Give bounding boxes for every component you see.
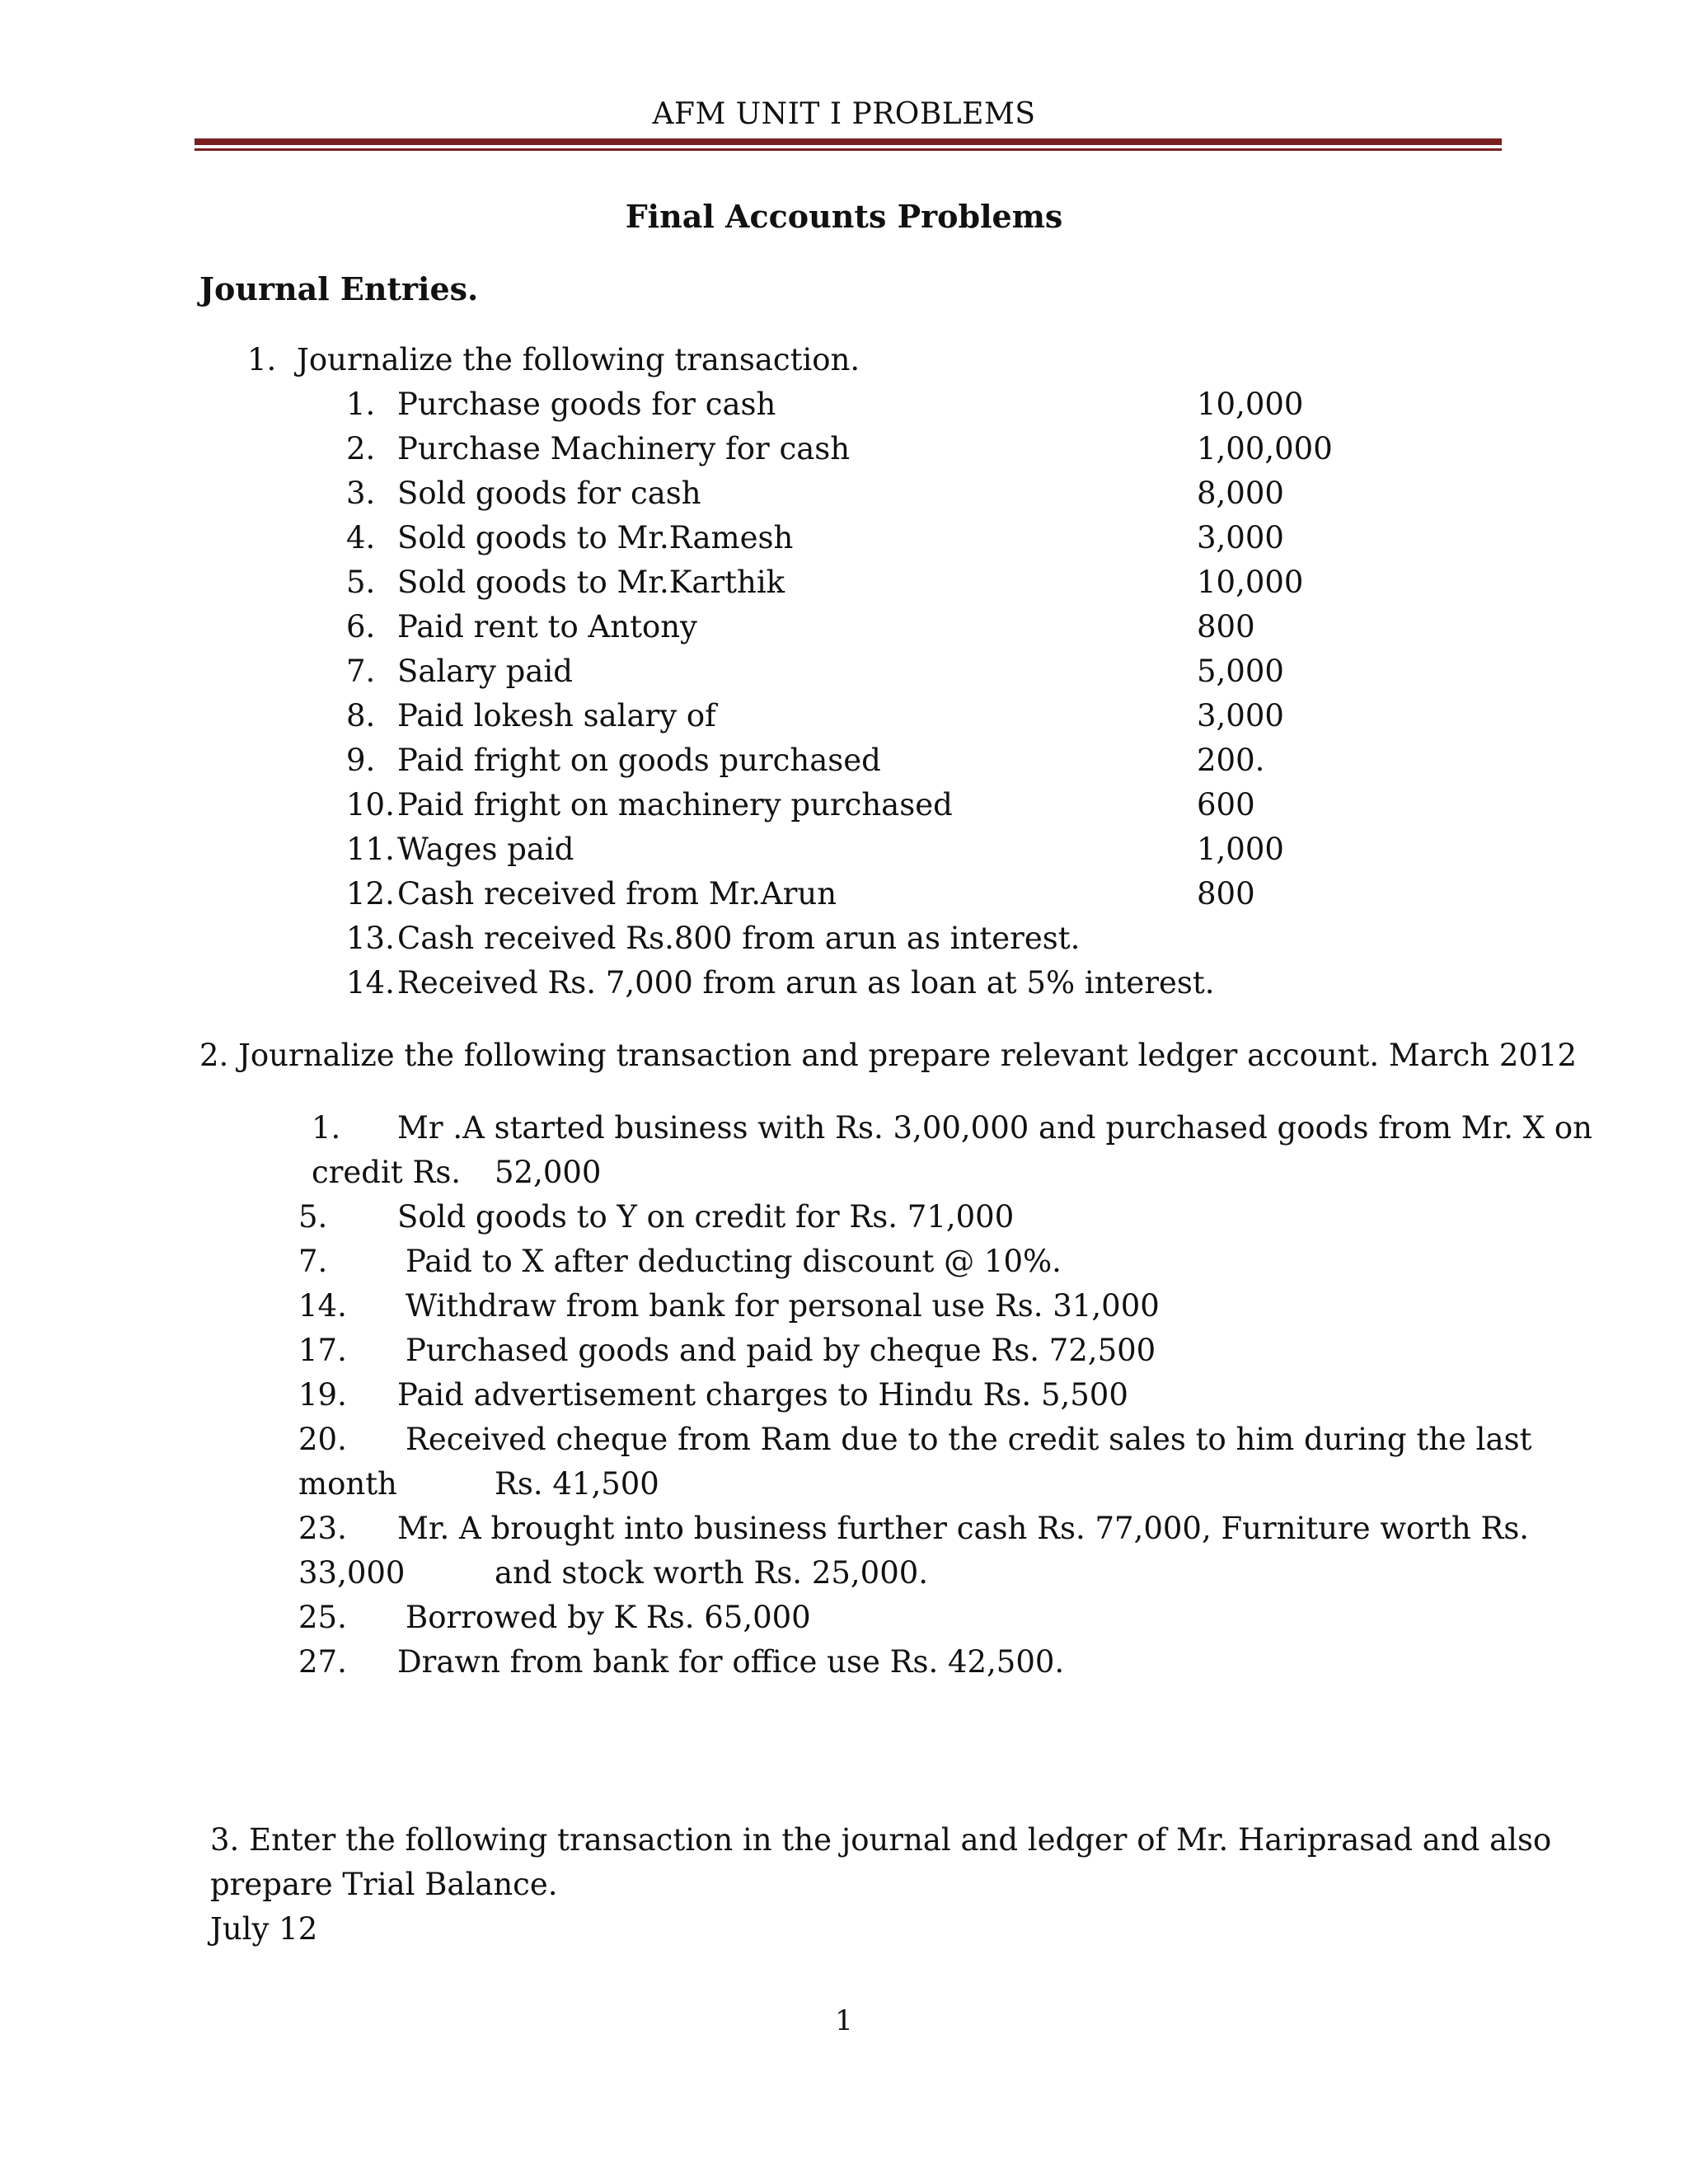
item-amount: 1,000 bbox=[1197, 832, 1284, 867]
item-description: Paid lokesh salary of bbox=[397, 698, 716, 733]
item-description: Purchase Machinery for cash bbox=[397, 431, 851, 466]
item-amount: 10,000 bbox=[1197, 387, 1304, 422]
q2-entry-continuation: 33,000 bbox=[298, 1555, 406, 1591]
q2-entry-number: 23. bbox=[298, 1511, 347, 1546]
q1-number: 1. bbox=[247, 342, 277, 377]
item-number: 14. bbox=[346, 965, 395, 1001]
item-amount: 800 bbox=[1197, 609, 1255, 644]
q2-entry-number: 27. bbox=[298, 1644, 347, 1680]
item-amount: 600 bbox=[1197, 787, 1255, 823]
item-number: 5. bbox=[346, 565, 376, 600]
item-description: Paid fright on machinery purchased bbox=[397, 787, 953, 823]
q3-prompt-line: prepare Trial Balance. bbox=[210, 1867, 558, 1902]
q2-entry-continuation: month bbox=[298, 1466, 397, 1502]
item-description: Sold goods to Mr.Ramesh bbox=[397, 520, 794, 555]
q2-entry-text: Paid advertisement charges to Hindu Rs. 5,500 bbox=[397, 1377, 1128, 1413]
q3-prompt-line: 3. Enter the following transaction in the journal and ledger of Mr. Hariprasad and also bbox=[210, 1822, 1552, 1858]
q2-entry-number: 25. bbox=[298, 1600, 347, 1635]
item-number: 12. bbox=[346, 876, 395, 912]
q2-entry-text: and stock worth Rs. 25,000. bbox=[495, 1555, 929, 1591]
section-heading: Journal Entries. bbox=[199, 270, 479, 307]
item-number: 9. bbox=[346, 743, 376, 778]
header-rule-thick bbox=[195, 138, 1502, 145]
item-amount: 3,000 bbox=[1197, 520, 1284, 555]
q2-entry-amount: 52,000 bbox=[495, 1155, 602, 1190]
q2-entry-continuation: credit Rs. bbox=[312, 1155, 462, 1190]
item-description: Paid rent to Antony bbox=[397, 609, 697, 644]
item-number: 2. bbox=[346, 431, 376, 466]
q2-entry-text: Sold goods to Y on credit for Rs. 71,000 bbox=[397, 1199, 1015, 1235]
item-description: Paid fright on goods purchased bbox=[397, 743, 881, 778]
item-number: 1. bbox=[346, 387, 376, 422]
item-amount: 1,00,000 bbox=[1197, 431, 1333, 466]
q2-entry-amount: Rs. 41,500 bbox=[495, 1466, 659, 1502]
q2-entry-number: 7. bbox=[298, 1244, 328, 1279]
q2-entry-text: Received cheque from Ram due to the credit sales to him during the last bbox=[406, 1422, 1532, 1457]
q2-entry-text: Withdraw from bank for personal use Rs. 31,000 bbox=[406, 1288, 1160, 1324]
item-number: 11. bbox=[346, 832, 395, 867]
item-description: Salary paid bbox=[397, 654, 573, 689]
item-description: Wages paid bbox=[397, 832, 574, 867]
q1-prompt: Journalize the following transaction. bbox=[297, 342, 860, 377]
header-rule-thin bbox=[195, 148, 1502, 151]
q2-entry-text: Mr .A started business with Rs. 3,00,000 and purchased goods from Mr. X on bbox=[397, 1110, 1592, 1146]
document-title: Final Accounts Problems bbox=[625, 198, 1063, 235]
item-description: Sold goods for cash bbox=[397, 476, 701, 511]
item-description: Sold goods to Mr.Karthik bbox=[397, 565, 785, 600]
item-number: 7. bbox=[346, 654, 376, 689]
q3-date: July 12 bbox=[210, 1911, 318, 1947]
item-description: Received Rs. 7,000 from arun as loan at 5% interest. bbox=[397, 965, 1215, 1001]
item-number: 10. bbox=[346, 787, 395, 823]
q2-prompt: 2. Journalize the following transaction and prepare relevant ledger account. March 2012 bbox=[199, 1038, 1578, 1073]
q2-entry-text: Paid to X after deducting discount @ 10%. bbox=[406, 1244, 1062, 1279]
item-number: 4. bbox=[346, 520, 376, 555]
q2-entry-number: 5. bbox=[298, 1199, 328, 1235]
q2-entry-text: Borrowed by K Rs. 65,000 bbox=[406, 1600, 811, 1635]
item-number: 3. bbox=[346, 476, 376, 511]
q2-entry-text: Purchased goods and paid by cheque Rs. 72,500 bbox=[406, 1333, 1156, 1368]
q2-entry-number: 19. bbox=[298, 1377, 347, 1413]
q2-entry-number: 14. bbox=[298, 1288, 347, 1324]
q2-entry-number: 20. bbox=[298, 1422, 347, 1457]
q2-entry-text: Mr. A brought into business further cash Rs. 77,000, Furniture worth Rs. bbox=[397, 1511, 1530, 1546]
item-amount: 800 bbox=[1197, 876, 1255, 912]
item-description: Cash received from Mr.Arun bbox=[397, 876, 837, 912]
item-amount: 10,000 bbox=[1197, 565, 1304, 600]
item-amount: 200. bbox=[1197, 743, 1265, 778]
item-amount: 5,000 bbox=[1197, 654, 1284, 689]
item-description: Purchase goods for cash bbox=[397, 387, 776, 422]
page-number: 1 bbox=[835, 2004, 853, 2037]
item-amount: 8,000 bbox=[1197, 476, 1284, 511]
item-number: 8. bbox=[346, 698, 376, 733]
item-description: Cash received Rs.800 from arun as interest. bbox=[397, 921, 1081, 956]
item-number: 6. bbox=[346, 609, 376, 644]
q2-entry-number: 1. bbox=[312, 1110, 341, 1146]
running-header: AFM UNIT I PROBLEMS bbox=[652, 97, 1036, 131]
item-number: 13. bbox=[346, 921, 395, 956]
q2-entry-number: 17. bbox=[298, 1333, 347, 1368]
item-amount: 3,000 bbox=[1197, 698, 1284, 733]
q2-entry-text: Drawn from bank for office use Rs. 42,500. bbox=[397, 1644, 1065, 1680]
